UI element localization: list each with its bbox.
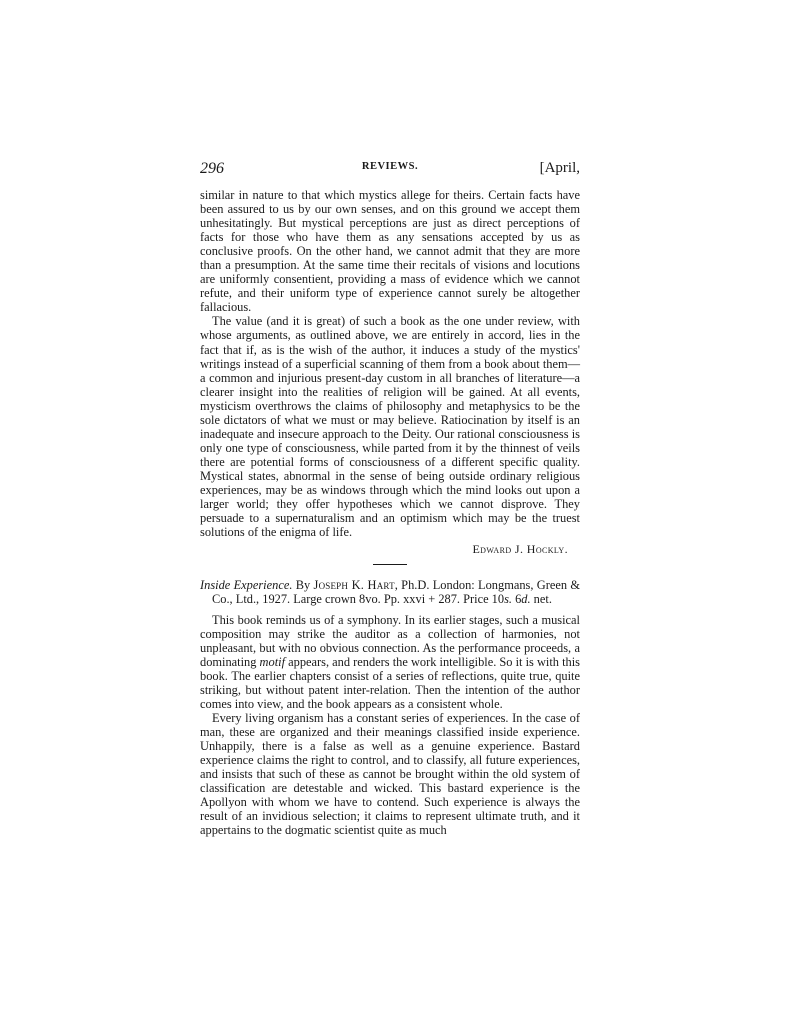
book-author: Joseph K. Hart [313, 578, 395, 593]
price-net: net. [530, 592, 552, 607]
review2-para1-start: This book reminds us of a symphony. In its earlier stages, such a musical composition may strike the auditor as a collection of harmonies, not unpleasant, but with no obvious connection. As the performance proceeds, a dominating [200, 612, 580, 669]
issue-date: [April, [539, 160, 580, 176]
book-citation [200, 578, 580, 606]
review1-paragraph-1: similar in nature to that which mystics allege for theirs. Certain facts have been assured to us by our own senses, and on this ground we accept them unhesitatingly. But mystical perceptions are just as direct perceptions of facts for those who have them as any sensations accepted by us as conclusive proofs. On the other hand, we cannot admit that they are more than a presumption. At the same time their recitals of visions and locutions are uniformly consentient, providing a mass of evidence which we cannot refute, and their uniform type of experience cannot surely be altogether fallacious. [200, 188, 580, 315]
section-title: REVIEWS. [361, 161, 419, 172]
review1-paragraph-2: The value (and it is great) of such a book as the one under review, with whose arguments, as outlined above, we are entirely in accord, lies in the fact that if, as is the wish of the author, it induces a study of the mystics' writings instead of a superficial scanning of them from a book about them—a common and injurious present-day custom in all branches of literature—a clearer insight into the realities of religion will be gained. At all events, mysticism overthrows the claims of philosophy and metaphysics to be the sole dictators of what we must or may believe. Ratiocination by itself is an inadequate and insecure approach to the Deity. Our rational consciousness is only one type of consciousness, while parted from it by the thinnest of veils there are potential forms of consciousness of a different specific quality. Mystical states, abnormal in the sense of being outside ordinary religious experiences, may be as windows through which the mind looks out upon a larger world; they offer hypotheses which we cannot disprove. They persuade to a supernaturalism and an optimism which may be the truest solutions of the enigma of life. [200, 314, 580, 540]
publication-details: , Ph.D. London: Longmans, Green & Co., Ltd., 1927. Large crown 8vo. Pp. xxvi + 287. Price 10 [212, 578, 580, 607]
reviewer-signature: Edward J. Hockly. [472, 542, 568, 557]
page-number: 296 [200, 160, 224, 177]
running-head [200, 160, 580, 182]
price-shillings: s. [504, 592, 512, 607]
review2-paragraph-2: Every living organism has a constant series of experiences. In the case of man, these are organized and their meanings classified inside experience. Unhappily, there is a false as well as a genuine experience. Bastard experience claims the right to control, and to classify, all future experiences, and insists that such of these as cannot be brought within the old system of classification are detestable and wicked. This bastard experience is the Apollyon with whom we have to contend. Such experience is always the result of an invidious selection; it claims to represent ultimate truth, and it appertains to the dogmatic scientist quite as much [200, 710, 580, 838]
price-pence-value: 6 [511, 592, 522, 607]
by-label: By [295, 578, 311, 593]
book-page [200, 160, 580, 837]
section-divider [373, 564, 407, 565]
price-pence: d. [521, 592, 531, 607]
review2-para1-end: appears, and renders the work intelligible. So it is with this book. The earlier chapters consist of a series of reflections, quite true, quite striking, but without patent inter-relation. Then the intention of the author comes into view, and the book appears as a consistent whole. [200, 654, 580, 711]
motif-word: motif [259, 654, 286, 669]
book-title: Inside Experience. [200, 578, 293, 593]
review2-paragraph-1 [200, 613, 580, 711]
